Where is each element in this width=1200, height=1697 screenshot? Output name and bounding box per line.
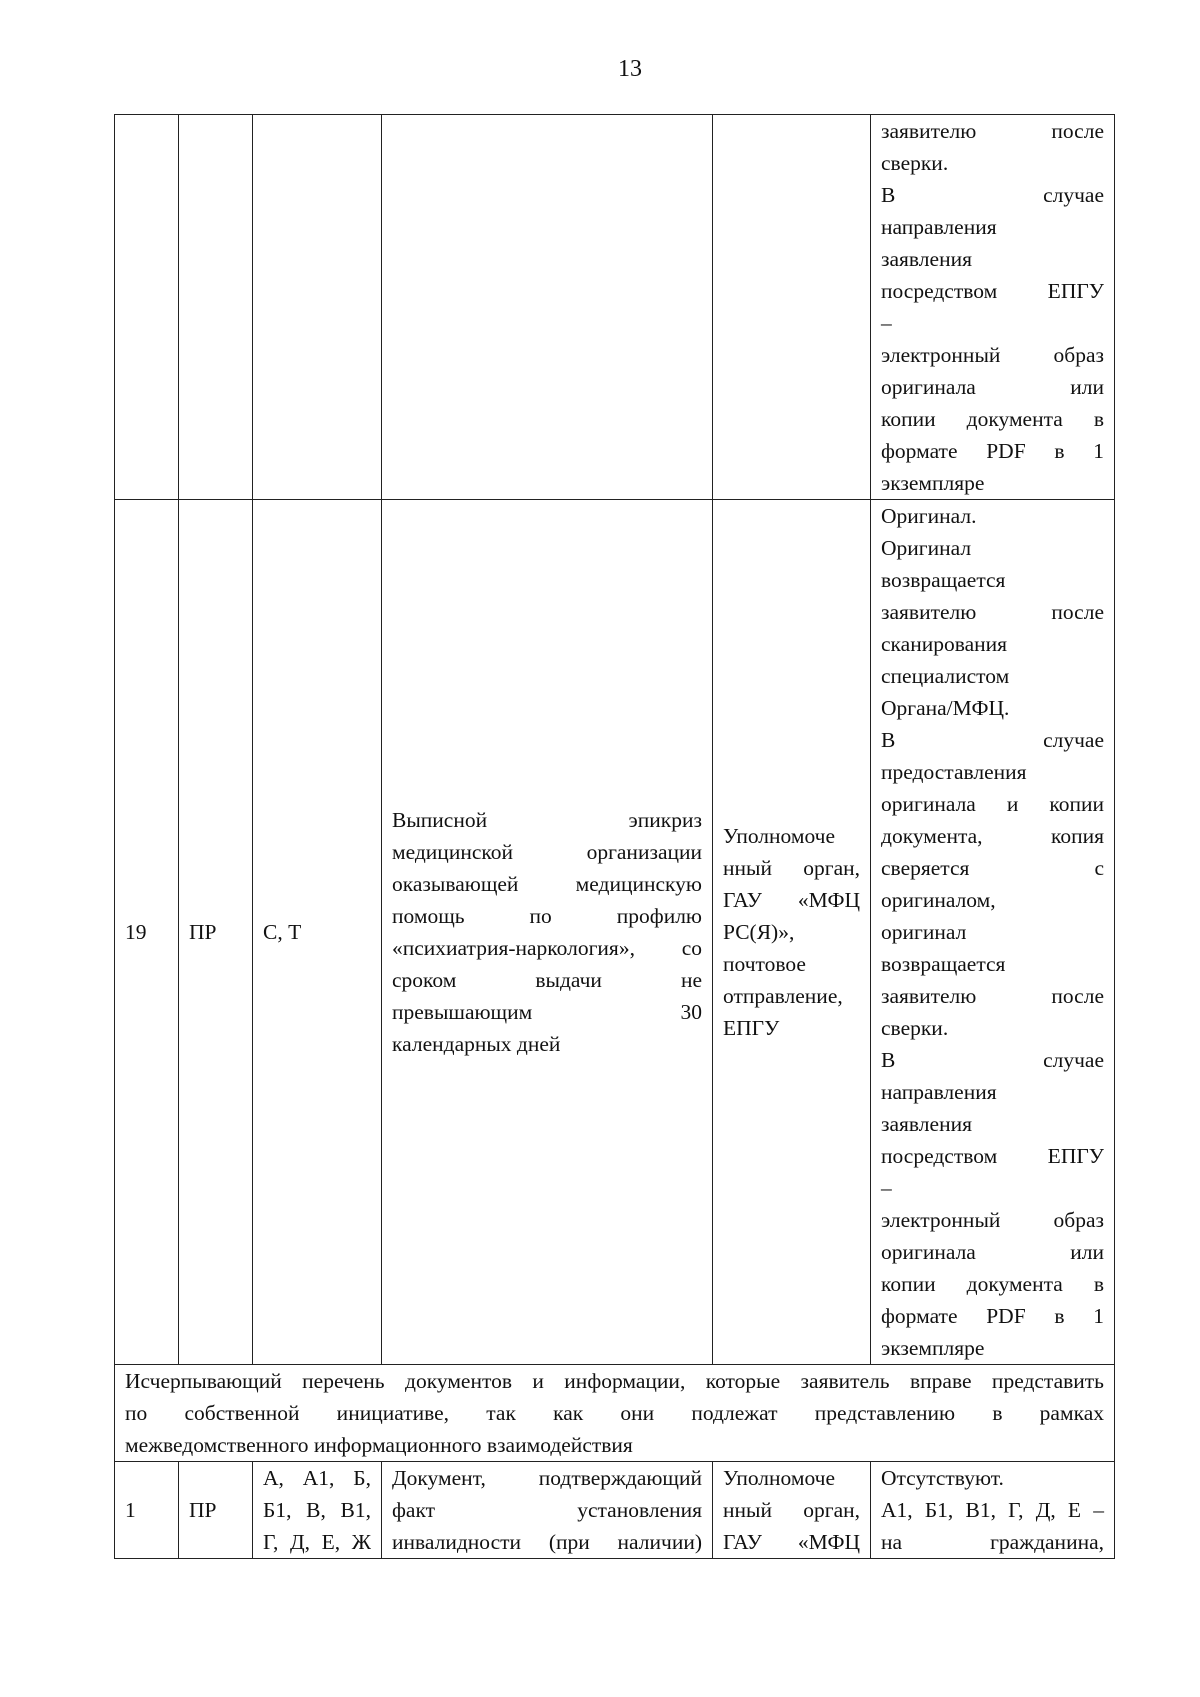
- text-line: Органа/МФЦ.: [881, 696, 1010, 720]
- text-line: оригинала или: [881, 1240, 1104, 1264]
- text-line: копии документа в: [881, 407, 1104, 431]
- text-line: заявителю после: [881, 119, 1104, 143]
- text-line: экземпляре: [881, 1336, 985, 1360]
- text-line: Отсутствуют.: [881, 1466, 1004, 1490]
- text-line: нный орган,: [723, 856, 860, 880]
- section-header-text: [115, 1365, 1115, 1462]
- text-line: Оригинал.: [881, 504, 977, 528]
- text-line: электронный образ: [881, 1208, 1104, 1232]
- cell-category: ПР: [179, 1462, 253, 1559]
- text-line: направления: [881, 1080, 997, 1104]
- cell-where: [713, 1462, 871, 1559]
- text-line: электронный образ: [881, 343, 1104, 367]
- text-line: –: [881, 311, 892, 335]
- text-line: оригинала и копии: [881, 792, 1104, 816]
- cell-where: [713, 115, 871, 500]
- text-line: Оригинал: [881, 536, 972, 560]
- text-line: заявления: [881, 247, 972, 271]
- text-line: посредством ЕПГУ: [881, 279, 1104, 303]
- text-line: формате PDF в 1: [881, 1304, 1104, 1328]
- text-line: сроком выдачи не: [392, 968, 702, 992]
- text-line: заявителю после: [881, 984, 1104, 1008]
- text-line: возвращается: [881, 952, 1006, 976]
- text-line: оригинал: [881, 920, 967, 944]
- text-line: почтовое: [723, 952, 806, 976]
- text-line: экземпляре: [881, 471, 985, 495]
- text-line: В случае: [881, 183, 1104, 207]
- text-line: медицинской организации: [392, 840, 702, 864]
- cell-requirements: [871, 115, 1115, 500]
- cell-codes: С, Т: [253, 500, 382, 1365]
- text-line: сверки.: [881, 1016, 949, 1040]
- text-line: Исчерпывающий перечень документов и информации, которые заявитель вправе представить: [125, 1369, 1104, 1393]
- text-line: документа, копия: [881, 824, 1104, 848]
- text-line: на гражданина,: [881, 1530, 1104, 1554]
- cell-requirements: [871, 500, 1115, 1365]
- cell-category: ПР: [179, 500, 253, 1365]
- table-row-continuation: [115, 115, 1115, 500]
- text-line: посредством ЕПГУ: [881, 1144, 1104, 1168]
- text-line: «психиатрия-наркология», со: [392, 936, 702, 960]
- text-line: направления: [881, 215, 997, 239]
- text-line: формате PDF в 1: [881, 439, 1104, 463]
- cell-num: 19: [115, 500, 179, 1365]
- text-line: Документ, подтверждающий: [392, 1466, 702, 1490]
- table-row-1: [115, 1462, 1115, 1559]
- text-line: сверки.: [881, 151, 949, 175]
- text-line: помощь по профилю: [392, 904, 702, 928]
- text-line: Уполномоче: [723, 1466, 836, 1490]
- cell-num: 1: [115, 1462, 179, 1559]
- text-line: инвалидности (при наличии): [392, 1530, 702, 1554]
- text-line: Г, Д, Е, Ж: [263, 1530, 371, 1554]
- text-line: межведомственного информационного взаимодействия: [125, 1433, 633, 1457]
- text-line: оригиналом,: [881, 888, 996, 912]
- text-line: В случае: [881, 728, 1104, 752]
- text-line: А1, Б1, В1, Г, Д, Е –: [881, 1498, 1104, 1522]
- text-line: нный орган,: [723, 1498, 860, 1522]
- cell-document: [382, 1462, 713, 1559]
- section-header-row: [115, 1365, 1115, 1462]
- cell-requirements: [871, 1462, 1115, 1559]
- text-line: ГАУ «МФЦ: [723, 1530, 860, 1554]
- text-line: В случае: [881, 1048, 1104, 1072]
- text-line: ГАУ «МФЦ: [723, 888, 860, 912]
- text-line: превышающим 30: [392, 1000, 702, 1024]
- cell-category: [179, 115, 253, 500]
- text-line: сканирования: [881, 632, 1008, 656]
- text-line: оригинала или: [881, 375, 1104, 399]
- text-line: по собственной инициативе, так как они подлежат представлению в рамках: [125, 1401, 1104, 1425]
- text-line: РС(Я)»,: [723, 920, 795, 944]
- cell-codes: [253, 115, 382, 500]
- cell-where: [713, 500, 871, 1365]
- documents-table: [114, 114, 1115, 1559]
- text-line: специалистом: [881, 664, 1010, 688]
- text-line: календарных дней: [392, 1032, 561, 1056]
- text-line: сверяется с: [881, 856, 1104, 880]
- text-line: Уполномоче: [723, 824, 836, 848]
- page-number: 13: [618, 56, 642, 82]
- text-line: отправление,: [723, 984, 843, 1008]
- cell-codes: [253, 1462, 382, 1559]
- text-line: возвращается: [881, 568, 1006, 592]
- text-line: –: [881, 1176, 892, 1200]
- text-line: заявления: [881, 1112, 972, 1136]
- cell-document: [382, 115, 713, 500]
- text-line: оказывающей медицинскую: [392, 872, 702, 896]
- text-line: А, А1, Б,: [263, 1466, 371, 1490]
- text-line: заявителю после: [881, 600, 1104, 624]
- text-line: факт установления: [392, 1498, 702, 1522]
- text-line: копии документа в: [881, 1272, 1104, 1296]
- text-line: предоставления: [881, 760, 1027, 784]
- table-row-19: [115, 500, 1115, 1365]
- cell-document: [382, 500, 713, 1365]
- text-line: Выписной эпикриз: [392, 808, 702, 832]
- cell-num: [115, 115, 179, 500]
- text-line: ЕПГУ: [723, 1016, 780, 1040]
- text-line: Б1, В, В1,: [263, 1498, 371, 1522]
